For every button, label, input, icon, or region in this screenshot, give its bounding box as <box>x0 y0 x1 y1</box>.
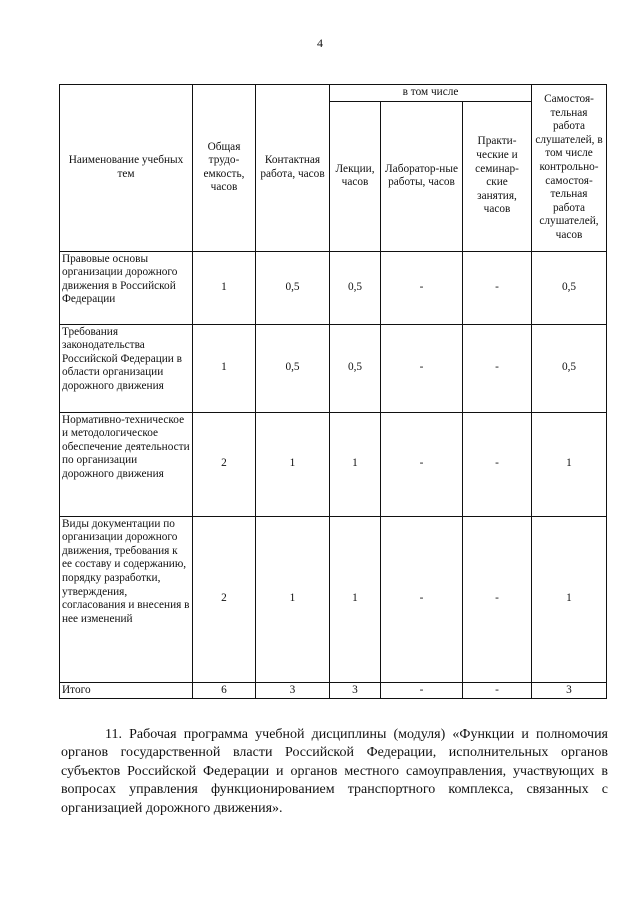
row-total: 2 <box>193 516 256 682</box>
table-row <box>60 412 607 516</box>
header-including: в том числе <box>330 85 532 102</box>
table-row <box>60 251 607 324</box>
row-name: Нормативно-техническое и методологическое обеспечение деятельности по организации дорожного движения <box>60 412 193 516</box>
row-practical: - <box>463 412 532 516</box>
row-lectures: 1 <box>330 516 381 682</box>
row-self: 1 <box>532 412 607 516</box>
row-practical: - <box>463 251 532 324</box>
row-lab: - <box>381 412 463 516</box>
header-self: Самостоя-тельная работа слушателей, в том числе контрольно-самостоя-тельная работа слушателей, часов <box>532 85 607 252</box>
total-practical: - <box>463 682 532 699</box>
total-self: 3 <box>532 682 607 699</box>
row-lab: - <box>381 251 463 324</box>
page-number: 4 <box>317 36 323 50</box>
header-total: Общая трудо-емкость, часов <box>193 85 256 252</box>
row-name: Виды документации по организации дорожного движения, требования к ее составу и содержанию, порядку разработки, утверждения, согласования и внесения в нее изменений <box>60 516 193 682</box>
table-row <box>60 324 607 412</box>
row-lectures: 0,5 <box>330 251 381 324</box>
total-lab: - <box>381 682 463 699</box>
row-self: 0,5 <box>532 251 607 324</box>
total-total: 6 <box>193 682 256 699</box>
curriculum-table <box>59 84 607 699</box>
total-lectures: 3 <box>330 682 381 699</box>
row-practical: - <box>463 516 532 682</box>
total-row <box>60 682 607 699</box>
row-total: 1 <box>193 324 256 412</box>
table-row <box>60 516 607 682</box>
program-paragraph: 11. Рабочая программа учебной дисциплины (модуля) «Функции и полномочия органов государственной власти Российской Федерации, исполнительных органов субъектов Российской Федерации и органов местного самоуправления, участвующих в вопросах управления функционированием транспортного комплекса, связанных с организацией дорожного движения». <box>61 727 608 816</box>
header-lectures: Лекции, часов <box>330 101 381 251</box>
row-self: 1 <box>532 516 607 682</box>
header-lab: Лаборатор-ные работы, часов <box>381 101 463 251</box>
row-contact: 0,5 <box>256 251 330 324</box>
row-practical: - <box>463 324 532 412</box>
row-total: 1 <box>193 251 256 324</box>
row-lab: - <box>381 324 463 412</box>
row-lab: - <box>381 516 463 682</box>
total-contact: 3 <box>256 682 330 699</box>
row-contact: 1 <box>256 412 330 516</box>
total-label: Итого <box>60 682 193 699</box>
row-total: 2 <box>193 412 256 516</box>
row-name: Правовые основы организации дорожного движения в Российской Федерации <box>60 251 193 324</box>
row-self: 0,5 <box>532 324 607 412</box>
row-name: Требования законодательства Российской Федерации в области организации дорожного движения <box>60 324 193 412</box>
row-lectures: 0,5 <box>330 324 381 412</box>
row-lectures: 1 <box>330 412 381 516</box>
header-name: Наименование учебных тем <box>60 85 193 252</box>
header-contact: Контактная работа, часов <box>256 85 330 252</box>
row-contact: 0,5 <box>256 324 330 412</box>
row-contact: 1 <box>256 516 330 682</box>
header-practical: Практи-ческие и семинар-ские занятия, часов <box>463 101 532 251</box>
